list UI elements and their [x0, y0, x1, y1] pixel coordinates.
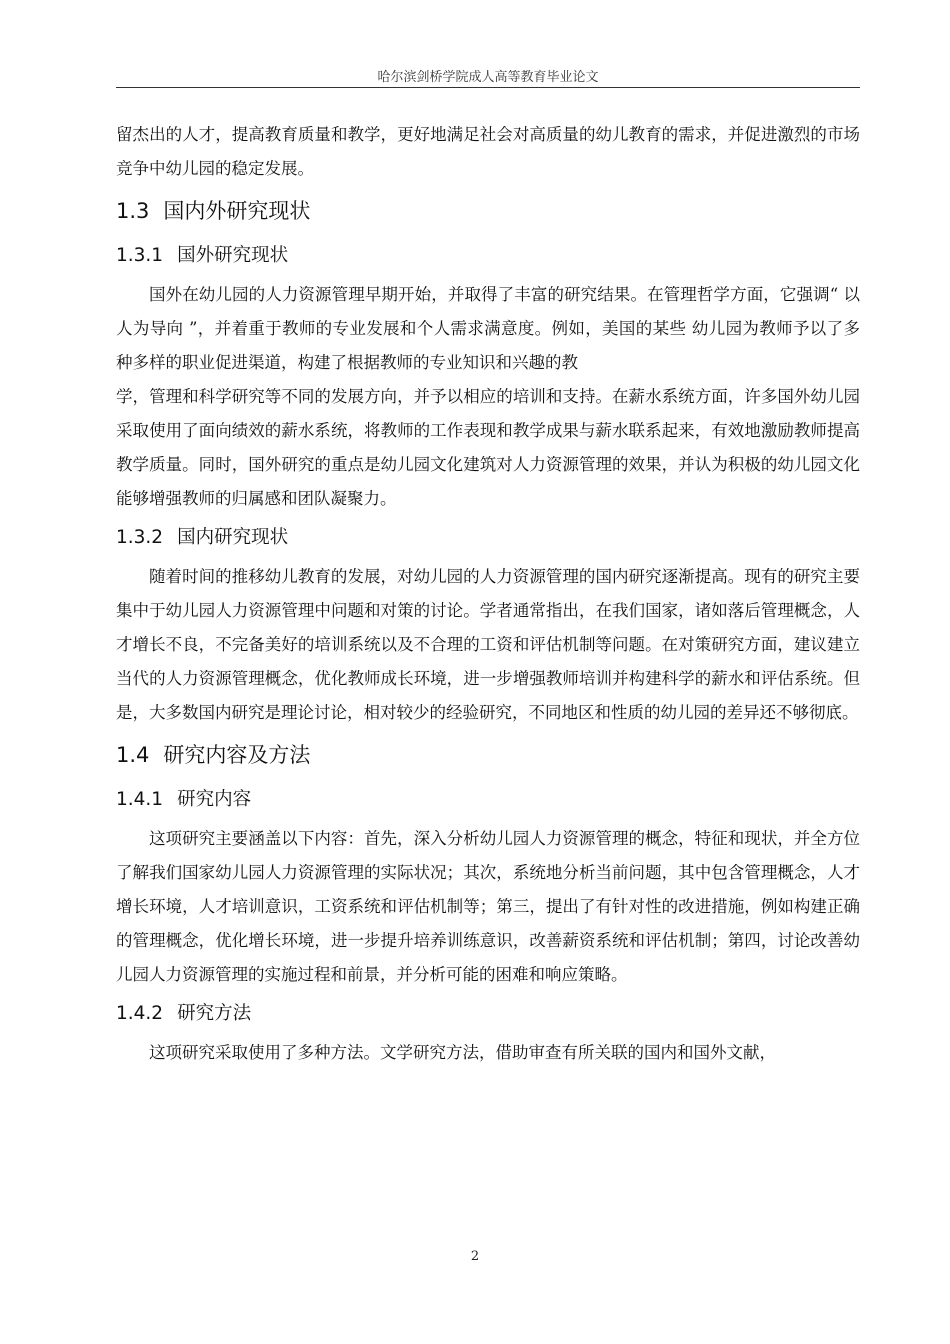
paragraph-continuation: 留杰出的人才，提高教育质量和教学，更好地满足社会对高质量的幼儿教育的需求，并促进激烈的市场竞争中幼儿园的稳定发展。	[116, 125, 860, 178]
subsection-number: 1.4.1	[116, 789, 164, 810]
paragraph-foreign-research-cont: 学，管理和科学研究等不同的发展方向，并予以相应的培训和支持。在薪水系统方面，许多国外幼儿园采取使用了面向绩效的薪水系统，将教师的工作表现和教学成果与薪水联系起来，有效地激励教师提高教学质量。同时，国外研究的重点是幼儿园文化建筑对人力资源管理的效果，并认为积极的幼儿园文化能够增强教师的归属感和团队凝聚力。	[116, 387, 860, 508]
subsection-number: 1.3.2	[116, 527, 164, 548]
subsection-number: 1.3.1	[116, 245, 164, 266]
section-number: 1.4	[116, 743, 150, 767]
section-heading-1-3	[116, 192, 860, 230]
section-number: 1.3	[116, 199, 150, 223]
paragraph-research-methods: 这项研究采取使用了多种方法。文学研究方法，借助审查有所关联的国内和国外文献，	[149, 1043, 776, 1062]
subsection-number: 1.4.2	[116, 1003, 164, 1024]
subsection-heading-1-4-2	[116, 996, 860, 1032]
subsection-heading-1-3-2	[116, 520, 860, 556]
paragraph-research-content: 这项研究主要涵盖以下内容：首先，深入分析幼儿园人力资源管理的概念，特征和现状，并全方位了解我们国家幼儿园人力资源管理的实际状况；其次，系统地分析当前问题，其中包含管理概念，人才增长环境，人才培训意识，工资系统和评估机制等；第三，提出了有针对性的改进措施，例如构建正确的管理概念，优化增长环境，进一步提升培养训练意识，改善薪资系统和评估机制；第四，讨论改善幼儿园人力资源管理的实施过程和前景，并分析可能的困难和响应策略。	[116, 829, 860, 984]
document-body	[116, 118, 860, 1070]
header-rule	[116, 87, 860, 88]
section-title: 研究内容及方法	[163, 743, 311, 767]
subsection-heading-1-4-1	[116, 782, 860, 818]
subsection-title: 国内研究现状	[177, 527, 289, 548]
paragraph-foreign-research: 国外在幼儿园的人力资源管理早期开始，并取得了丰富的研究结果。在管理哲学方面，它强调“ 以人为导向 ”，并着重于教师的专业发展和个人需求满意度。例如，美国的某些 幼儿园为教师予以了多种多样的职业促进渠道，构建了根据教师的专业知识和兴趣的教	[116, 285, 860, 372]
subsection-heading-1-3-1	[116, 238, 860, 274]
subsection-title: 国外研究现状	[177, 245, 289, 266]
section-heading-1-4	[116, 736, 860, 774]
subsection-title: 研究方法	[177, 1003, 252, 1024]
subsection-title: 研究内容	[177, 789, 252, 810]
section-title: 国内外研究现状	[163, 199, 311, 223]
page-header-title: 哈尔滨剑桥学院成人高等教育毕业论文	[377, 70, 599, 85]
paragraph-domestic-research: 随着时间的推移幼儿教育的发展，对幼儿园的人力资源管理的国内研究逐渐提高。现有的研究主要集中于幼儿园人力资源管理中问题和对策的讨论。学者通常指出，在我们国家，诸如落后管理概念，人才增长不良，不完备美好的培训系统以及不合理的工资和评估机制等问题。在对策研究方面，建议建立当代的人力资源管理概念，优化教师成长环境，进一步增强教师培训并构建科学的薪水和评估系统。但是，大多数国内研究是理论讨论，相对较少的经验研究，不同地区和性质的幼儿园的差异还不够彻底。	[116, 567, 860, 722]
page-number: 2	[470, 1249, 480, 1264]
